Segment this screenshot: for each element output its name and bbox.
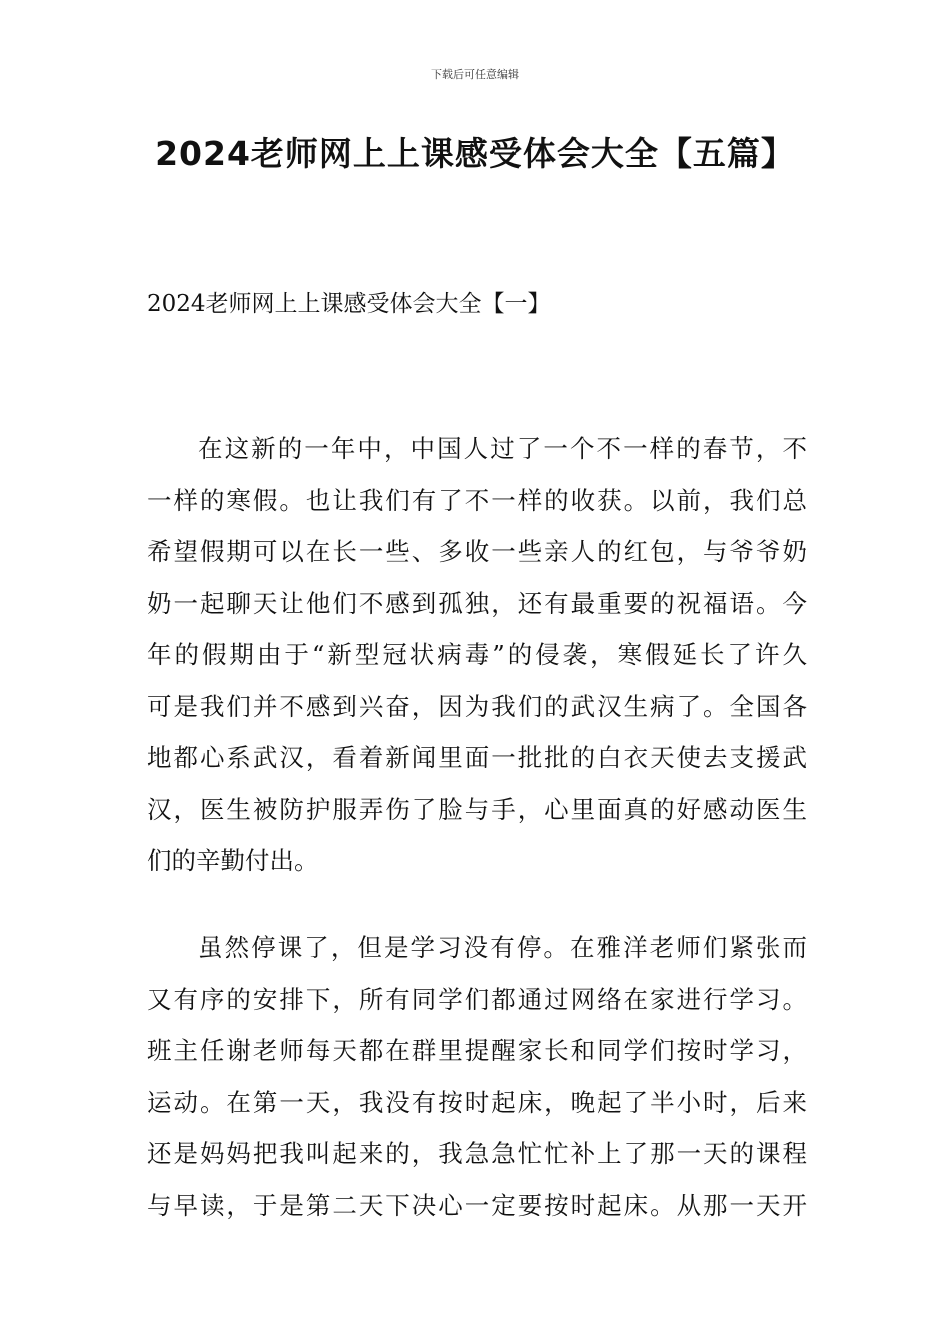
header-note: 下载后可任意编辑 bbox=[431, 68, 519, 81]
paragraph-line: 虽然停课了，但是学习没有停。在雅洋老师们紧张而 bbox=[198, 933, 807, 962]
paragraph-line: 可是我们并不感到兴奋，因为我们的武汉生病了。全国各 bbox=[147, 691, 807, 721]
paragraph-line: 与早读，于是第二天下决心一定要按时起床。从那一天开 bbox=[147, 1190, 807, 1220]
paragraph-line: 希望假期可以在长一些、多收一些亲人的红包，与爷爷奶 bbox=[147, 537, 807, 566]
paragraph-2 bbox=[147, 922, 807, 1231]
paragraph-line: 地都心系武汉，看着新闻里面一批批的白衣天使去支援武 bbox=[147, 743, 807, 772]
paragraph-line: 奶一起聊天让他们不感到孤独，还有最重要的祝福语。今 bbox=[147, 588, 807, 618]
section-heading: 2024老师网上上课感受体会大全【一】 bbox=[147, 291, 551, 317]
paragraph-line: 班主任谢老师每天都在群里提醒家长和同学们按时学习， bbox=[147, 1036, 807, 1065]
paragraph-line: 汉，医生被防护服弄伤了脸与手，心里面真的好感动医生 bbox=[147, 794, 807, 824]
document-title: 2024老师网上上课感受体会大全【五篇】 bbox=[155, 134, 795, 173]
paragraph-line: 在这新的一年中，中国人过了一个不一样的春节，不 bbox=[198, 434, 807, 463]
paragraph-line: 年的假期由于“新型冠状病毒”的侵袭，寒假延长了许久 bbox=[147, 640, 807, 669]
paragraph-line: 们的辛勤付出。 bbox=[147, 846, 319, 875]
paragraph-line: 还是妈妈把我叫起来的，我急急忙忙补上了那一天的课程 bbox=[147, 1139, 807, 1168]
paragraph-line: 一样的寒假。也让我们有了不一样的收获。以前，我们总 bbox=[147, 485, 807, 515]
paragraph-1 bbox=[147, 423, 807, 887]
paragraph-line: 运动。在第一天，我没有按时起床，晚起了半小时，后来 bbox=[147, 1087, 807, 1117]
paragraph-line: 又有序的安排下，所有同学们都通过网络在家进行学习。 bbox=[147, 984, 807, 1014]
